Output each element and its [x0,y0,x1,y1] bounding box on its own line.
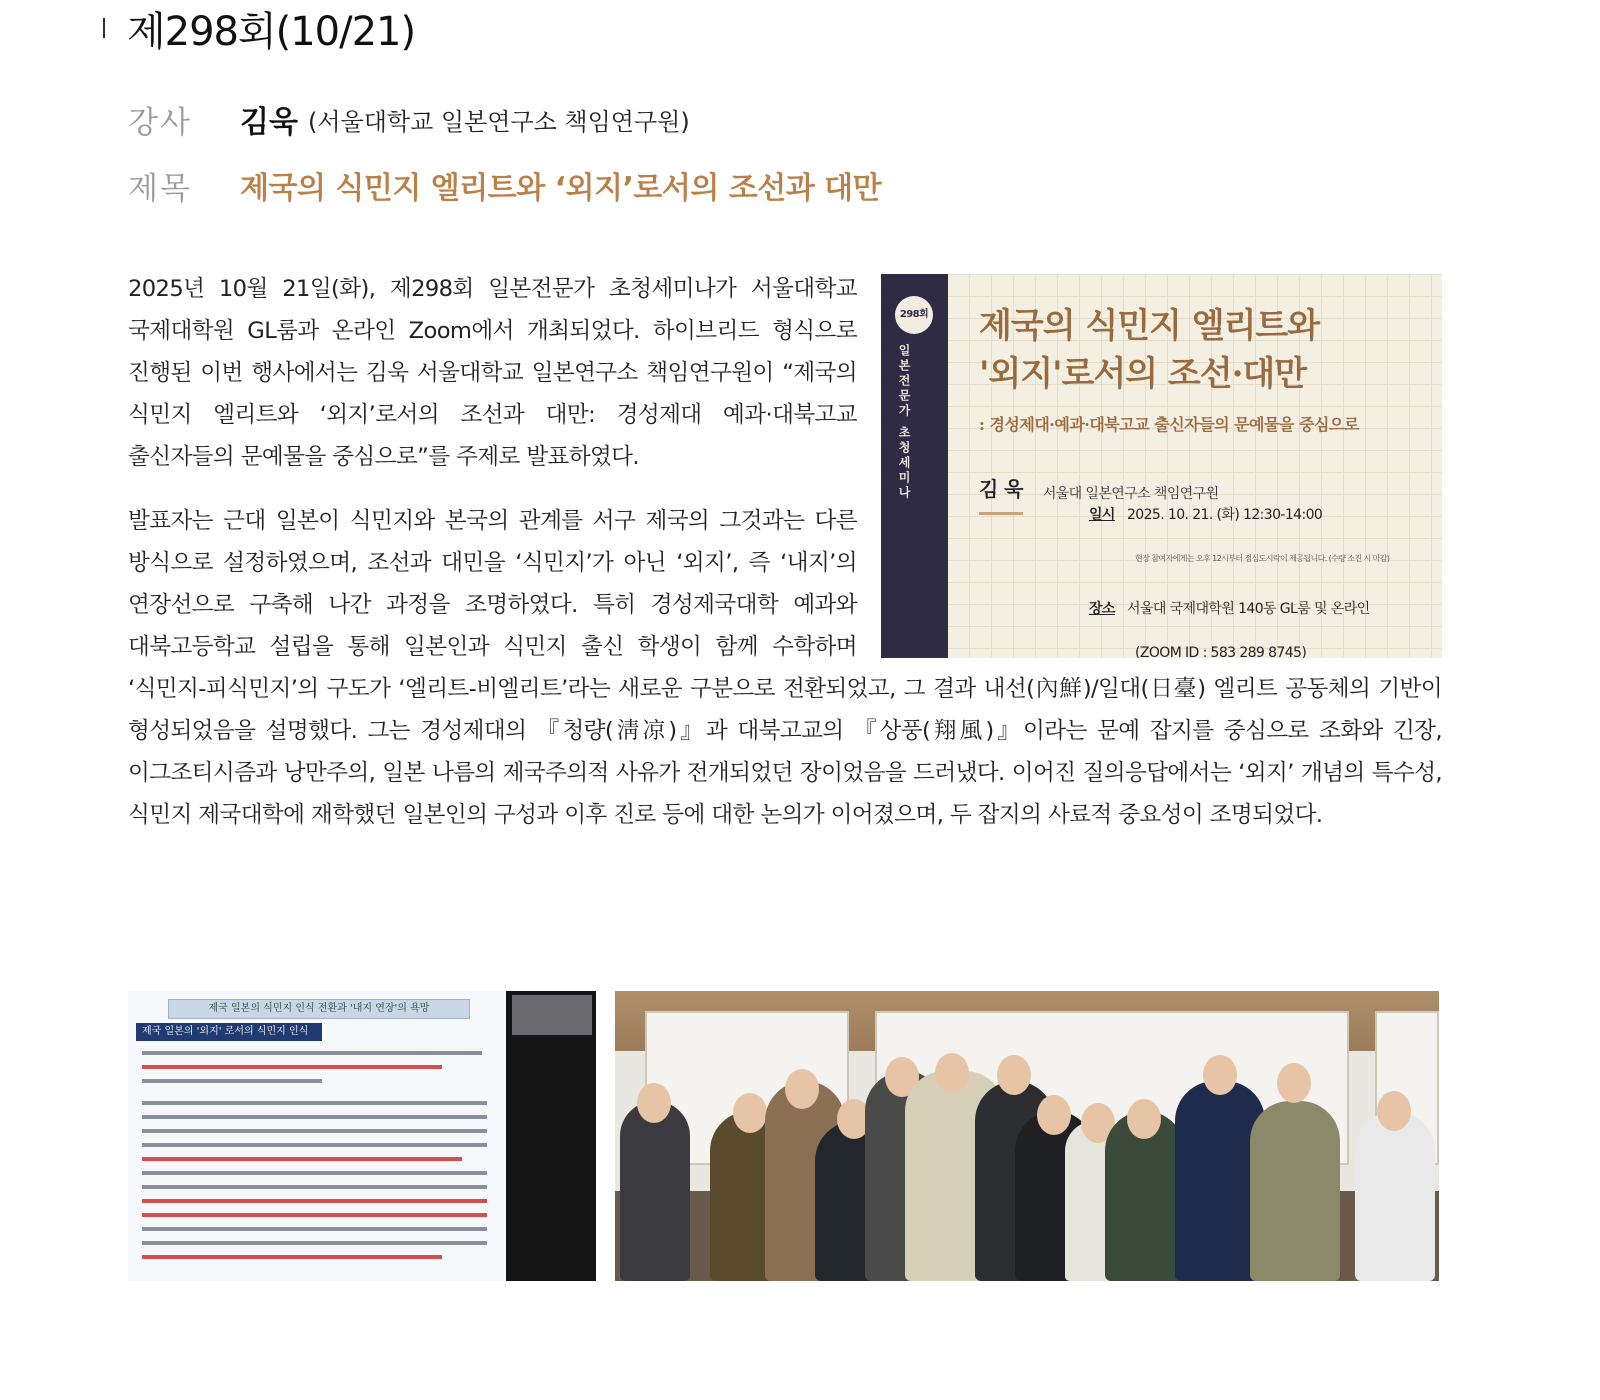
poster-info [1089,494,1426,658]
poster-date-row [1089,494,1426,536]
slide-text-line [142,1185,487,1189]
lecturer-row [128,94,690,144]
person-head [1203,1055,1237,1095]
slide-header: 제국 일본의 식민지 인식 전환과 '내지 연장'의 욕망 [168,999,470,1019]
person-head [637,1083,671,1123]
slide-text-line [142,1079,322,1083]
slide-subheader: 제국 일본의 '외지' 로서의 식민지 인식 [136,1023,322,1041]
lecturer-affiliation: (서울대학교 일본연구소 책임연구원) [307,107,690,136]
body-paragraph-2: 발표자는 근대 일본이 식민지와 본국의 관계를 서구 제국의 그것과는 다른 방식으로 설정하였으며, 조선과 대민을 ‘식민지’가 아닌 ‘외지’, 즉 ‘내지’의 연장선으로 구축해 나간 과정을 조명하였다. 특히 경성제국대학 예과와 대북고등학교 설립을 통해 일본인과 식민지 출신 학생이 함께 수학하며 ‘식민지-피식민지’의 구도가 ‘엘리트-비엘리트’라는 새로운 구분으로 전환되었고, 그 결과 내선(內鮮)/일대(日臺) 엘리트 공동체의 기반이 형성되었음을 설명했다. 그는 경성제대의 『청량(淸凉)』과 대북고교의 『상풍(翔風)』이라는 문예 잡지를 중심으로 조화와 긴장, 이그조티시즘과 낭만주의, 일본 나름의 제국주의적 사유가 전개되었던 장이었음을 드러냈다. 이어진 질의응답에서는 ‘외지’ 개념의 특수성, 식민지 제국대학에 재학했던 일본인의 구성과 이후 진로 등에 대한 논의가 이어졌으며, 두 잡지의 사료적 중요성이 조명되었다. [128,508,1442,828]
slide-text-line [142,1241,487,1245]
person [620,1101,690,1281]
slide-text-line [142,1199,487,1203]
person-head [935,1053,969,1093]
slide-text-line [142,1171,487,1175]
slide-text-line [142,1115,487,1119]
poster-title-line1: 제국의 식민지 엘리트와 [979,306,1320,346]
person-head [1127,1099,1161,1139]
poster-session-badge: 298회 [895,296,933,334]
person-head [785,1069,819,1109]
body-paragraph-1: 2025년 10월 21일(화), 제298회 일본전문가 초청세미나가 서울대학교 국제대학원 GL룸과 온라인 Zoom에서 개최되었다. 하이브리드 형식으로 진행된 이번 행사에서는 김욱 서울대학교 일본연구소 책임연구원이 “제국의 식민지 엘리트와 ‘외지’로서의 조선과 대만: 경성제대 예과·대북고교 출신자들의 문예물을 중심으로”를 주제로 발표하였다. [128,276,857,470]
slide-text-line [142,1065,442,1069]
lecturer-name: 김욱 [240,105,298,140]
poster-speaker-name: 김 욱 [979,468,1023,515]
person [1250,1101,1340,1281]
poster-place-value: 서울대 국제대학원 140동 GL룸 및 온라인 [1127,601,1370,617]
group-photo [615,991,1439,1281]
poster-place-label: 장소 [1089,601,1115,617]
topic-title: 제국의 식민지 엘리트와 ‘외지’로서의 조선과 대만 [240,171,882,206]
seminar-poster-image [881,274,1442,658]
poster-subtitle: : 경성제대·예과·대북고교 출신자들의 문예물을 중심으로 [979,415,1359,434]
article-body [128,268,1442,858]
topic-label: 제목 [128,170,192,207]
person-head [997,1055,1031,1095]
slide-text-line [142,1129,487,1133]
poster-zoom-id: (ZOOM ID : 583 289 8745) [1135,645,1307,658]
slide-screen [128,991,506,1281]
poster-date-label: 일시 [1089,507,1115,523]
heading-bar [103,18,105,38]
slide-text-line [142,1051,482,1055]
poster-title-line2: '외지'로서의 조선·대만 [979,354,1307,394]
poster-date-note: 현장 참여자에게는 오후 12시부터 점심도시락이 제공됩니다. (수량 소진 시 마감) [1135,554,1390,563]
lecture-slide-photo [128,991,596,1281]
person-head [733,1093,767,1133]
poster-main [979,302,1422,515]
lecturer-label: 강사 [128,104,192,141]
person-head [1277,1063,1311,1103]
slide-text-line [142,1255,442,1259]
person-head [1377,1091,1411,1131]
presenter-camera-thumbnail [512,995,592,1035]
person-head [1037,1095,1071,1135]
poster-place-row [1089,588,1426,630]
poster-date-value: 2025. 10. 21. (화) 12:30-14:00 [1127,507,1323,523]
slide-text-line [142,1143,487,1147]
session-heading [103,0,415,56]
slide-text-line [142,1101,487,1105]
poster-series-label: 일본전문가 초청세미나 [897,344,911,502]
slide-text-line [142,1213,487,1217]
topic-row [128,160,881,210]
poster-speaker-affiliation: 서울대 일본연구소 책임연구원 [1042,486,1219,502]
person [1355,1111,1435,1281]
slide-text-line [142,1227,487,1231]
slide-text-line [142,1157,462,1161]
session-title: 제298회(10/21) [127,8,416,55]
